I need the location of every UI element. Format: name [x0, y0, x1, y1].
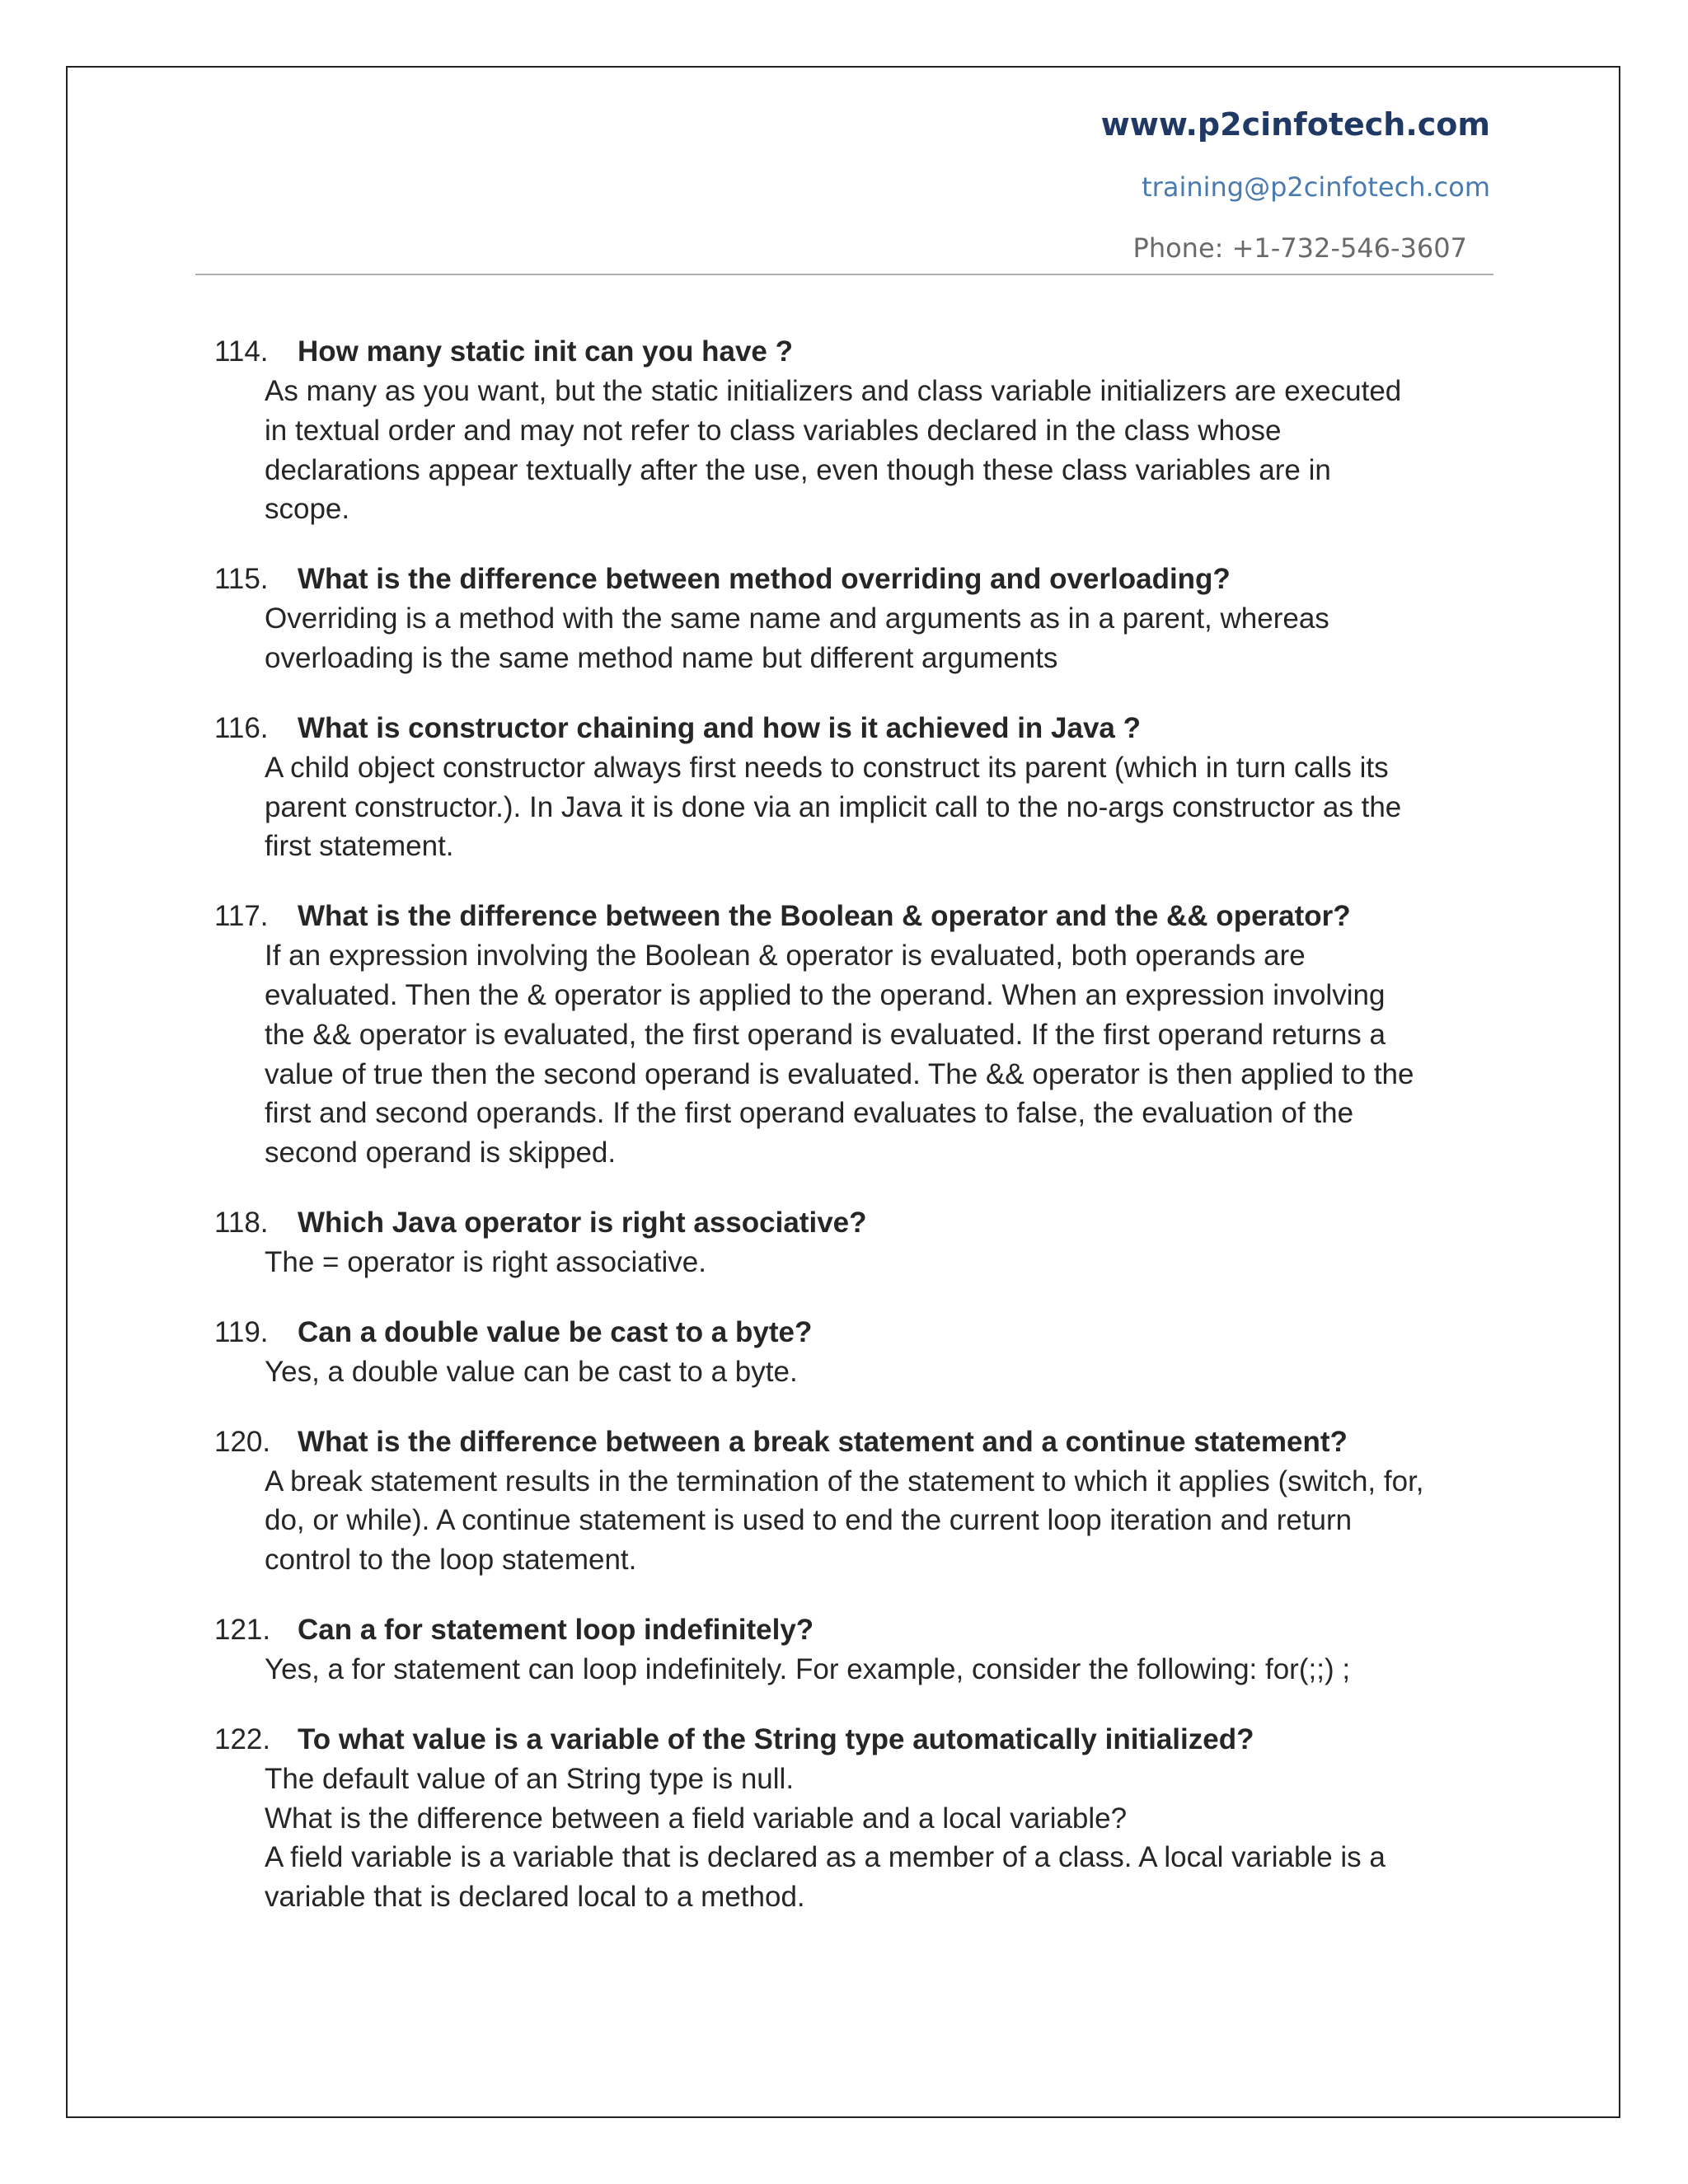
answer-line: first statement. [265, 830, 454, 863]
question-line [214, 709, 1500, 748]
question-text: What is constructor chaining and how is it achieved in Java ? [298, 711, 1141, 744]
answer-line: Yes, a for statement can loop indefinitely. For example, consider the following: for(;;) ; [265, 1652, 1351, 1685]
answer-line: second operand is skipped. [265, 1137, 617, 1169]
question-number: 115. [214, 563, 269, 596]
qa-item [214, 332, 1500, 529]
question-number: 120. [214, 1425, 271, 1458]
question-number: 122. [214, 1722, 271, 1755]
question-line [214, 332, 1500, 372]
qa-item [214, 1313, 1500, 1392]
answer-text [265, 1650, 1500, 1690]
question-text: To what value is a variable of the String type automatically initialized? [298, 1722, 1254, 1755]
question-text: Which Java operator is right associative? [298, 1206, 867, 1239]
question-number: 114. [214, 335, 269, 368]
answer-text [265, 936, 1500, 1173]
question-text: Can a for statement loop indefinitely? [298, 1613, 814, 1646]
answer-line: As many as you want, but the static initializers and class variable initializers are executed [265, 375, 1402, 407]
question-number: 118. [214, 1206, 269, 1239]
question-text: How many static init can you have ? [298, 335, 793, 368]
question-number: 121. [214, 1613, 271, 1646]
answer-line: first and second operands. If the first operand evaluates to false, the evaluation of the [265, 1097, 1354, 1130]
answer-line: The = operator is right associative. [265, 1245, 706, 1278]
answer-line: A child object constructor always first needs to construct its parent (which in turn calls its [265, 751, 1389, 784]
answer-line: evaluated. Then the & operator is applied to the operand. When an expression involving [265, 978, 1386, 1011]
question-text: What is the difference between a break statement and a continue statement? [298, 1425, 1348, 1458]
answer-text [265, 372, 1500, 529]
qa-item [214, 709, 1500, 866]
qa-item [214, 897, 1500, 1173]
question-number: 117. [214, 900, 269, 933]
answer-line: do, or while). A continue statement is used to end the current loop iteration and return [265, 1504, 1353, 1537]
answer-line: A break statement results in the termination of the statement to which it applies (switch, for, [265, 1465, 1424, 1497]
answer-line: overloading is the same method name but different arguments [265, 641, 1058, 674]
answer-line: A field variable is a variable that is declared as a member of a class. A local variable is a [265, 1841, 1386, 1874]
question-line [214, 1313, 1500, 1352]
answer-line: value of true then the second operand is evaluated. The && operator is then applied to the [265, 1057, 1414, 1090]
answer-line: declarations appear textually after the use, even though these class variables are in [265, 453, 1331, 486]
qa-item [214, 1422, 1500, 1580]
answer-line: variable that is declared local to a method. [265, 1881, 805, 1914]
answer-line: What is the difference between a field variable and a local variable? [265, 1802, 1128, 1835]
question-line [214, 1203, 1500, 1243]
qa-item [214, 1720, 1500, 1917]
question-text: What is the difference between the Boolean & operator and the && operator? [298, 900, 1351, 933]
answer-text [265, 1760, 1500, 1917]
question-line [214, 1610, 1500, 1650]
answer-line: scope. [265, 493, 350, 526]
answer-line: in textual order and may not refer to class variables declared in the class whose [265, 414, 1282, 447]
answer-text [265, 1243, 1500, 1282]
question-text: What is the difference between method overriding and overloading? [298, 563, 1231, 596]
answer-line: Overriding is a method with the same name and arguments as in a parent, whereas [265, 602, 1329, 635]
answer-line: control to the loop statement. [265, 1544, 637, 1577]
answer-text [265, 1462, 1500, 1580]
header-divider [195, 274, 1493, 275]
page-header [1101, 97, 1490, 214]
question-line [214, 560, 1500, 599]
question-number: 116. [214, 711, 269, 744]
email-link[interactable]: training@p2cinfotech.com [1142, 171, 1490, 203]
question-line [214, 897, 1500, 936]
qa-item [214, 560, 1500, 678]
answer-line: Yes, a double value can be cast to a byte. [265, 1355, 798, 1388]
answer-line: parent constructor.). In Java it is done via an implicit call to the no-args constructor as the [265, 790, 1402, 823]
answer-line: If an expression involving the Boolean & operator is evaluated, both operands are [265, 940, 1306, 972]
website-link[interactable]: www.p2cinfotech.com [1100, 106, 1490, 143]
question-text: Can a double value be cast to a byte? [298, 1315, 813, 1348]
question-line [214, 1422, 1500, 1462]
qa-item [214, 1610, 1500, 1690]
qa-item [214, 1203, 1500, 1282]
question-line [214, 1720, 1500, 1760]
question-number: 119. [214, 1315, 269, 1348]
answer-line: The default value of an String type is null. [265, 1762, 795, 1795]
qa-list [214, 332, 1500, 1947]
phone-number: Phone: +1-732-546-3607 [1132, 232, 1467, 264]
answer-text [265, 748, 1500, 866]
answer-text [265, 1352, 1500, 1392]
answer-text [265, 599, 1500, 678]
answer-line: the && operator is evaluated, the first operand is evaluated. If the first operand returns a [265, 1018, 1386, 1051]
